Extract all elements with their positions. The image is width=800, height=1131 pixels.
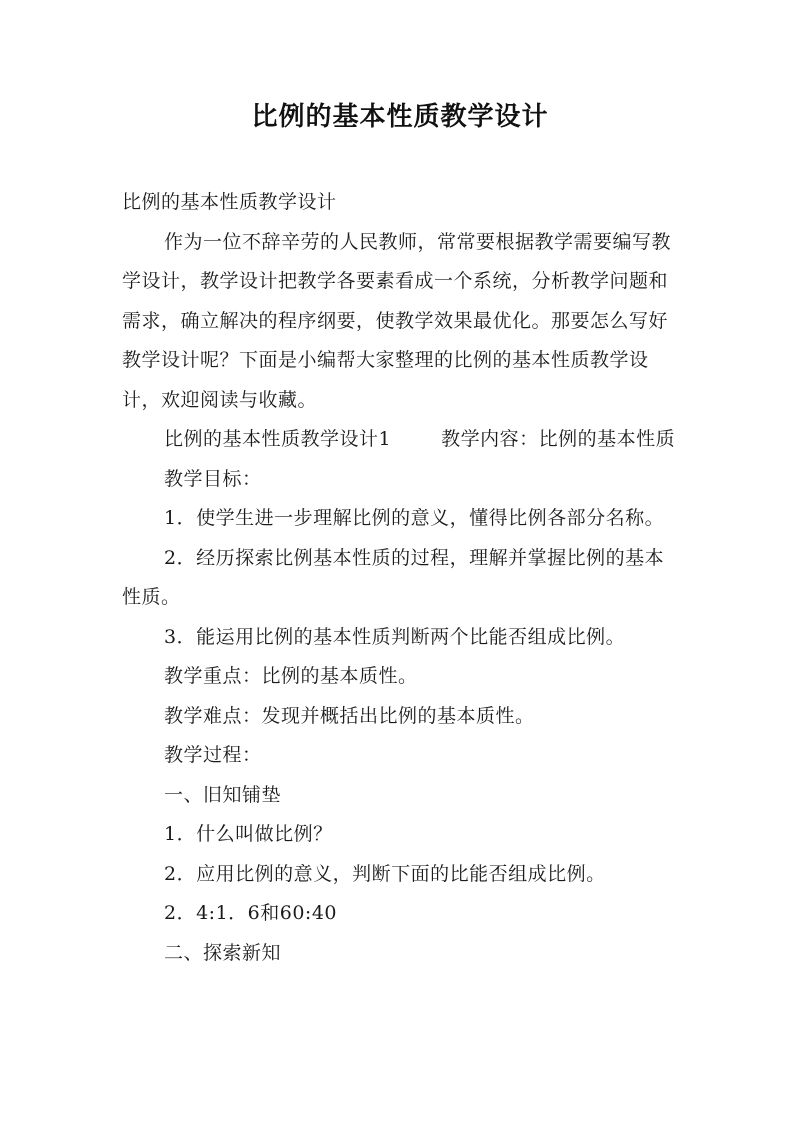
paragraph-section-1: 一、旧知铺垫 <box>164 783 282 806</box>
paragraph-key-point: 教学重点：比例的基本质性。 <box>164 665 418 687</box>
paragraph-design-1 <box>122 420 682 460</box>
document-title: 比例的基本性质教学设计 <box>251 102 549 132</box>
paragraph-subtitle: 比例的基本性质教学设计 <box>122 191 337 213</box>
paragraph-question-1: 1．什么叫做比例？ <box>164 823 333 845</box>
design-1-heading: 比例的基本性质教学设计1 <box>164 428 392 450</box>
paragraph-goal-2: 2．经历探索比例基本性质的过程，理解并掌握比例的基本性质。 <box>122 546 665 608</box>
paragraph-difficulty: 教学难点：发现并概括出比例的基本质性。 <box>164 704 535 727</box>
paragraph-question-2: 2．应用比例的意义，判断下面的比能否组成比例。 <box>164 862 606 885</box>
paragraph-goals-heading: 教学目标： <box>164 467 262 490</box>
document-body <box>122 183 682 973</box>
paragraph-goal-1: 1．使学生进一步理解比例的意义，懂得比例各部分名称。 <box>164 507 665 529</box>
paragraph-process-heading: 教学过程： <box>164 744 262 766</box>
paragraph-section-2: 二、探索新知 <box>164 941 282 964</box>
paragraph-goal-3: 3．能运用比例的基本性质判断两个比能否组成比例。 <box>164 625 626 648</box>
paragraph-question-2-example: 2．4:1．6和60:40 <box>164 902 338 924</box>
paragraph-intro: 作为一位不辞辛劳的人民教师，常常要根据教学需要编写教学设计，教学设计把教学各要素看成一个系统，分析教学问题和需求，确立解决的程序纲要，使教学效果最优化。那要怎么写好教学设计呢？下面是小编帮大家整理的比例的基本性质教学设计，欢迎阅读与收藏。 <box>122 230 672 411</box>
teaching-content: 教学内容：比例的基本性质 <box>441 428 676 450</box>
